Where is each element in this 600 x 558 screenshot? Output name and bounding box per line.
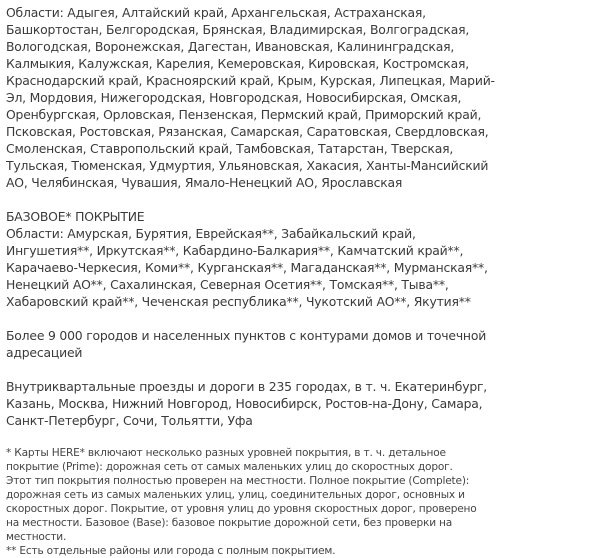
- text-line: Эл, Мордовия, Нижегородская, Новгородская, Новосибирская, Омская,: [6, 90, 462, 105]
- text-line: Санкт-Петербург, Сочи, Тольятти, Уфа: [6, 413, 253, 428]
- cities-info: [6, 327, 594, 361]
- footnote-line: местности.: [6, 531, 67, 543]
- text-line: Области: Амурская, Бурятия, Еврейская**, Забайкальский край,: [6, 226, 416, 241]
- text-line: Смоленская, Ставропольский край, Тамбовская, Татарстан, Тверская,: [6, 141, 454, 156]
- text-line: Псковская, Ростовская, Рязанская, Самарская, Саратовская, Свердловская,: [6, 124, 489, 139]
- text-line: Башкортостан, Белгородская, Брянская, Владимирская, Волгоградская,: [6, 22, 470, 37]
- text-line: Области: Адыгея, Алтайский край, Архангельская, Астраханская,: [6, 5, 426, 20]
- text-line: Краснодарский край, Красноярский край, Крым, Курская, Липецкая, Марий-: [6, 73, 495, 88]
- roads-info: [6, 378, 594, 429]
- text-line: Тульская, Тюменская, Удмуртия, Ульяновская, Хакасия, Ханты-Мансийский: [6, 158, 489, 173]
- text-line: Более 9 000 городов и населенных пунктов с контурами домов и точечной: [6, 328, 487, 343]
- footnote-line: ** Есть отдельные районы или города с полным покрытием.: [6, 545, 336, 557]
- text-line: Калмыкия, Калужская, Карелия, Кемеровская, Кировская, Костромская,: [6, 56, 469, 71]
- footnote-line: покрытие (Prime): дорожная сеть от самых маленьких улиц до скоростных дорог.: [6, 461, 453, 473]
- text-line: Казань, Москва, Нижний Новгород, Новосибирск, Ростов-на-Дону, Самара,: [6, 396, 483, 411]
- footnote-line: * Карты HERE* включают несколько разных уровней покрытия, в т. ч. детальное: [6, 447, 446, 459]
- text-line: Хабаровский край**, Чеченская республика**, Чукотский АО**, Якутия**: [6, 294, 471, 309]
- text-line: Ненецкий АО**, Сахалинская, Северная Осетия**, Томская**, Тыва**,: [6, 277, 449, 292]
- text-line: АО, Челябинская, Чувашия, Ямало-Ненецкий АО, Ярославская: [6, 175, 403, 190]
- text-line: Вологодская, Воронежская, Дагестан, Ивановская, Калининградская,: [6, 39, 455, 54]
- footnote-line: Этот тип покрытия полностью проверен на местности. Полное покрытие (Complete):: [6, 475, 470, 487]
- text-line: Карачаево-Черкесия, Коми**, Курганская**, Магаданская**, Мурманская**,: [6, 260, 488, 275]
- full-coverage-regions: [6, 4, 594, 191]
- footnote-line: дорожная сеть из самых маленьких улиц, улиц, соединительных дорог, основных и: [6, 489, 465, 501]
- base-coverage-section: [6, 208, 594, 310]
- base-coverage-heading: БАЗОВОЕ* ПОКРЫТИЕ: [6, 209, 145, 224]
- footnotes: [6, 446, 594, 558]
- text-line: Внутриквартальные проезды и дороги в 235 городах, в т. ч. Екатеринбург,: [6, 379, 488, 394]
- text-line: адресацией: [6, 345, 83, 360]
- text-line: Ингушетия**, Иркутская**, Кабардино-Балкария**, Камчатский край**,: [6, 243, 464, 258]
- footnote-line: на местности. Базовое (Base): базовое покрытие дорожной сети, без проверки на: [6, 517, 453, 529]
- footnote-line: скоростных дорог. Покрытие, от уровня улиц до уровня скоростных дорог, проверено: [6, 503, 477, 515]
- text-line: Оренбургская, Орловская, Пензенская, Пермский край, Приморский край,: [6, 107, 482, 122]
